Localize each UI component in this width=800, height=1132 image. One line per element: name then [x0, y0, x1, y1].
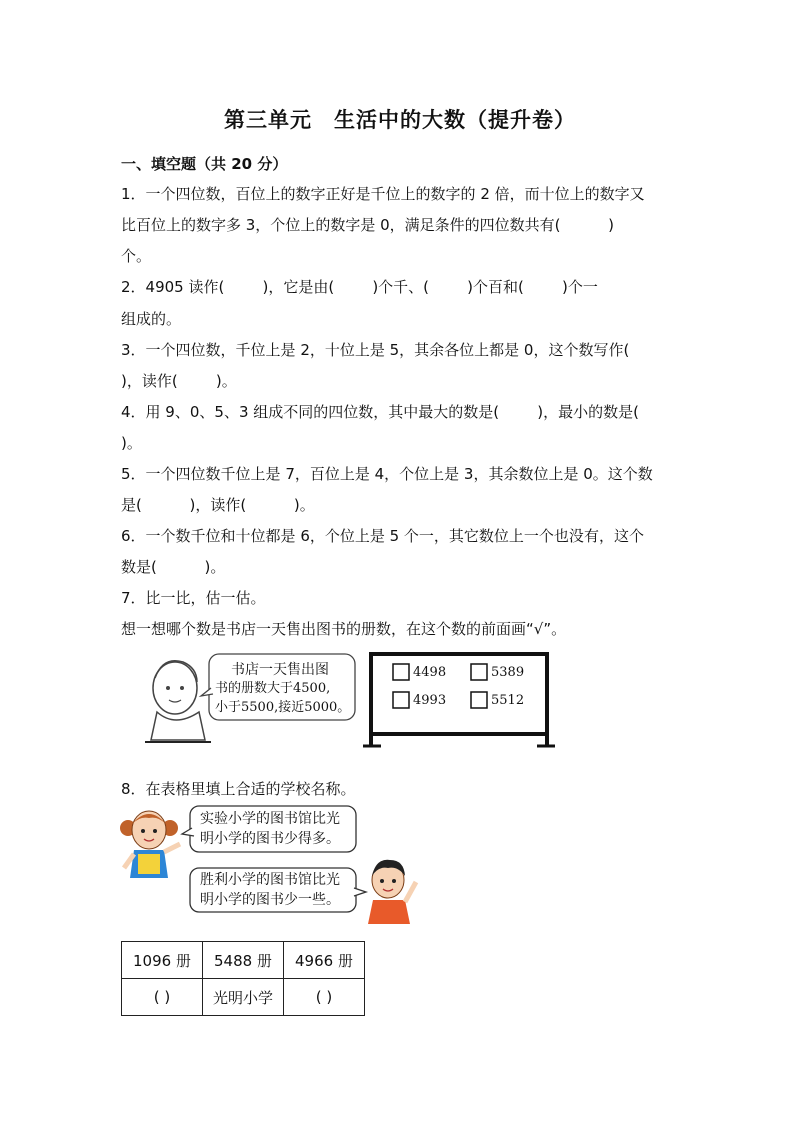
q4-line2: )。 [121, 434, 142, 452]
speech-boy-line1: 胜利小学的图书馆比光 [200, 872, 340, 888]
q5-line2: 是( )，读作( )。 [121, 496, 315, 514]
section-heading: 一、填空题（共 20 分） [121, 155, 288, 173]
school-table [121, 941, 365, 1016]
q1-line3: 个。 [121, 247, 152, 265]
q1-line2: 比百位上的数字多 3，个位上的数字是 0，满足条件的四位数共有( ) [121, 216, 615, 234]
q5-line1: 5．一个四位数千位上是 7，百位上是 4，个位上是 3，其余数位上是 0。这个数 [121, 465, 653, 483]
answer-cell[interactable]: ( ) [122, 979, 203, 1016]
table-row [122, 942, 365, 979]
board-number-1: 4498 [413, 665, 447, 680]
q6-line2: 数是( )。 [121, 558, 226, 576]
q2-line2: 组成的。 [121, 310, 182, 328]
q2-line1: 2．4905 读作( )，它是由( )个千、( )个百和( )个一 [121, 278, 598, 296]
table-cell: 5488 册 [203, 942, 284, 979]
q3-line2: )，读作( )。 [121, 372, 237, 390]
answer-cell[interactable]: ( ) [284, 979, 365, 1016]
q1-line1: 1．一个四位数，百位上的数字正好是千位上的数字的 2 倍，而十位上的数字又 [121, 185, 645, 203]
table-cell: 光明小学 [203, 979, 284, 1016]
page-title: 第三单元 生活中的大数（提升卷） [224, 108, 576, 132]
q7-line2: 想一想哪个数是书店一天售出图书的册数，在这个数的前面画“√”。 [121, 620, 567, 638]
checkbox-4993[interactable] [393, 692, 409, 708]
checkbox-4498[interactable] [393, 664, 409, 680]
q7-line1: 7．比一比，估一估。 [121, 589, 266, 607]
q8-line1: 8．在表格里填上合适的学校名称。 [121, 780, 356, 798]
speech1-line1: 书店一天售出图 [231, 662, 329, 678]
q8-illustration [118, 800, 428, 925]
speech-girl-line2: 明小学的图书少得多。 [200, 831, 340, 847]
board-number-3: 4993 [413, 693, 447, 708]
q4-line1: 4．用 9、0、5、3 组成不同的四位数，其中最大的数是( )，最小的数是( [121, 403, 639, 421]
checkbox-5512[interactable] [471, 692, 487, 708]
table-cell: 4966 册 [284, 942, 365, 979]
q3-line1: 3．一个四位数，千位上是 2，十位上是 5，其余各位上都是 0，这个数写作( [121, 341, 630, 359]
board-number-4: 5512 [491, 693, 525, 708]
q7-illustration [135, 648, 555, 748]
table-cell: 1096 册 [122, 942, 203, 979]
checkbox-5389[interactable] [471, 664, 487, 680]
q6-line1: 6．一个数千位和十位都是 6，个位上是 5 个一，其它数位上一个也没有，这个 [121, 527, 644, 545]
board-number-2: 5389 [491, 665, 525, 680]
speech-boy-line2: 明小学的图书少一些。 [200, 892, 340, 908]
speech1-line3: 小于5500,接近5000。 [215, 700, 351, 715]
speech1-line2: 书的册数大于4500, [215, 681, 331, 696]
speech-girl-line1: 实验小学的图书馆比光 [200, 811, 340, 827]
table-row [122, 979, 365, 1016]
